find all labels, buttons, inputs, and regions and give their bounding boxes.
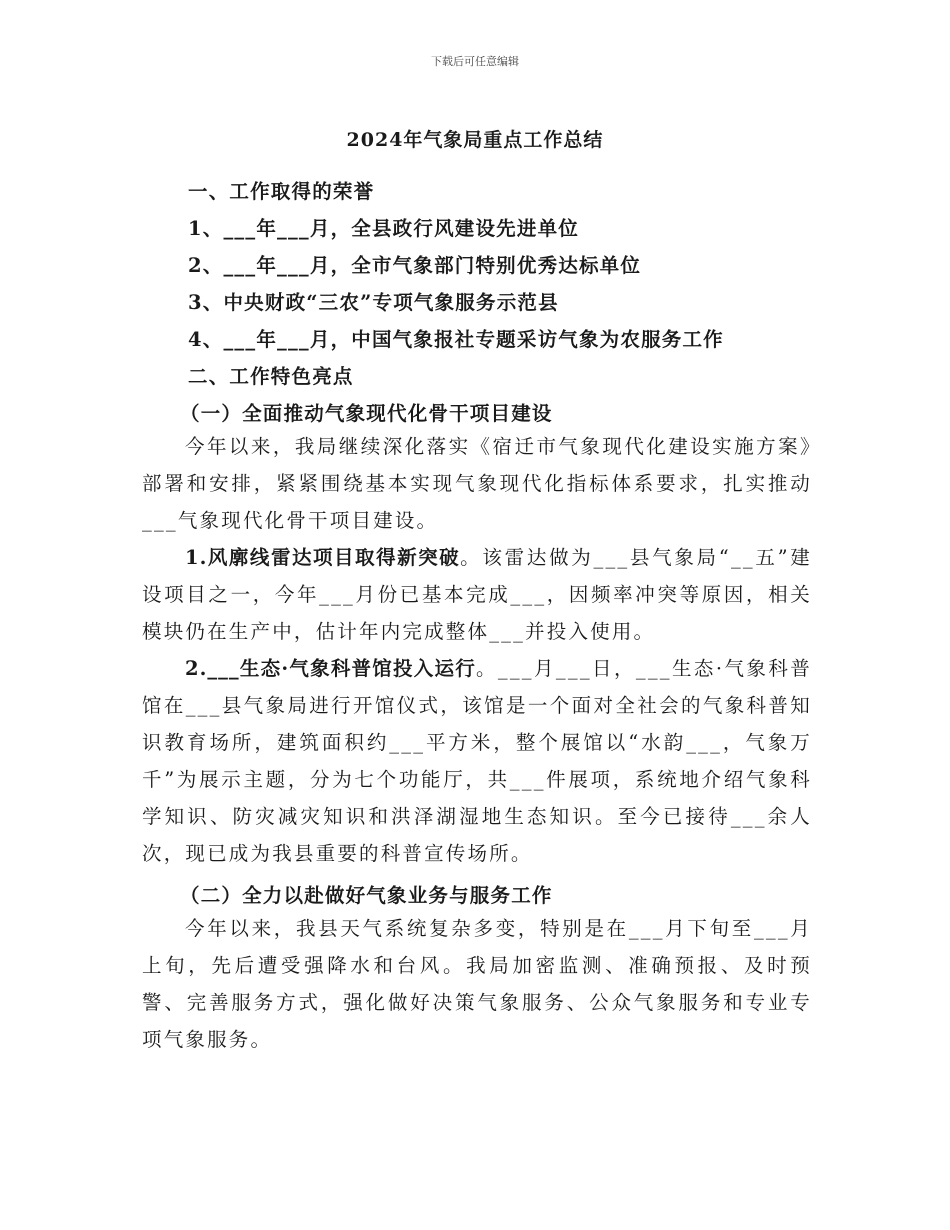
point2-paragraph [142,650,812,872]
subsection1-intro: 今年以来，我局继续深化落实《宿迁市气象现代化建设实施方案》部署和安排，紧紧围绕基本实现气象现代化指标体系要求，扎实推动___气象现代化骨干项目建设。 [142,435,812,532]
point2-lead: 2.___生态·气象科普馆投入运行 [185,657,476,680]
subsection2-intro: 今年以来，我县天气系统复杂多变，特别是在___月下旬至___月上旬，先后遭受强降水和台风。我局加密监测、准确预报、及时预警、完善服务方式，强化做好决策气象服务、公众气象服务和专业专项气象服务。 [142,917,812,1051]
honor-item-3: 3、中央财政“三农”专项气象服务示范县 [188,291,559,314]
subsection1-heading: （一）全面推动气象现代化骨干项目建设 [180,402,553,425]
section2-heading: 二、工作特色亮点 [188,365,354,388]
subsection2-heading: （二）全力以赴做好气象业务与服务工作 [180,884,553,907]
header-note: 下载后可任意编辑 [431,55,519,68]
point2-body: 。___月___日，___生态·气象科普馆在___县气象局进行开馆仪式，该馆是一个面对全社会的气象科普知识教育场所，建筑面积约___平方米，整个展馆以“水韵___，气象万千”为展示主题，分为七个功能厅，共___件展项，系统地介绍气象科学知识、防灾减灾知识和洪泽湖湿地生态知识。至今已接待___余人次，现已成为我县重要的科普宣传场所。 [142,657,812,865]
point1-paragraph [142,539,812,650]
honor-item-2: 2、___年___月，全市气象部门特别优秀达标单位 [188,254,642,277]
document-title: 2024年气象局重点工作总结 [346,129,604,151]
point1-lead: 1.风廓线雷达项目取得新突破 [185,546,461,569]
section1-heading: 一、工作取得的荣誉 [188,180,375,203]
honor-item-1: 1、___年___月，全县政行风建设先进单位 [188,217,579,240]
point1-body: 。该雷达做为___县气象局“__五”建设项目之一，今年___月份已基本完成___，因频率冲突等原因，相关模块仍在生产中，估计年内完成整体___并投入使用。 [142,546,812,643]
honor-item-4: 4、___年___月，中国气象报社专题采访气象为农服务工作 [188,328,724,351]
